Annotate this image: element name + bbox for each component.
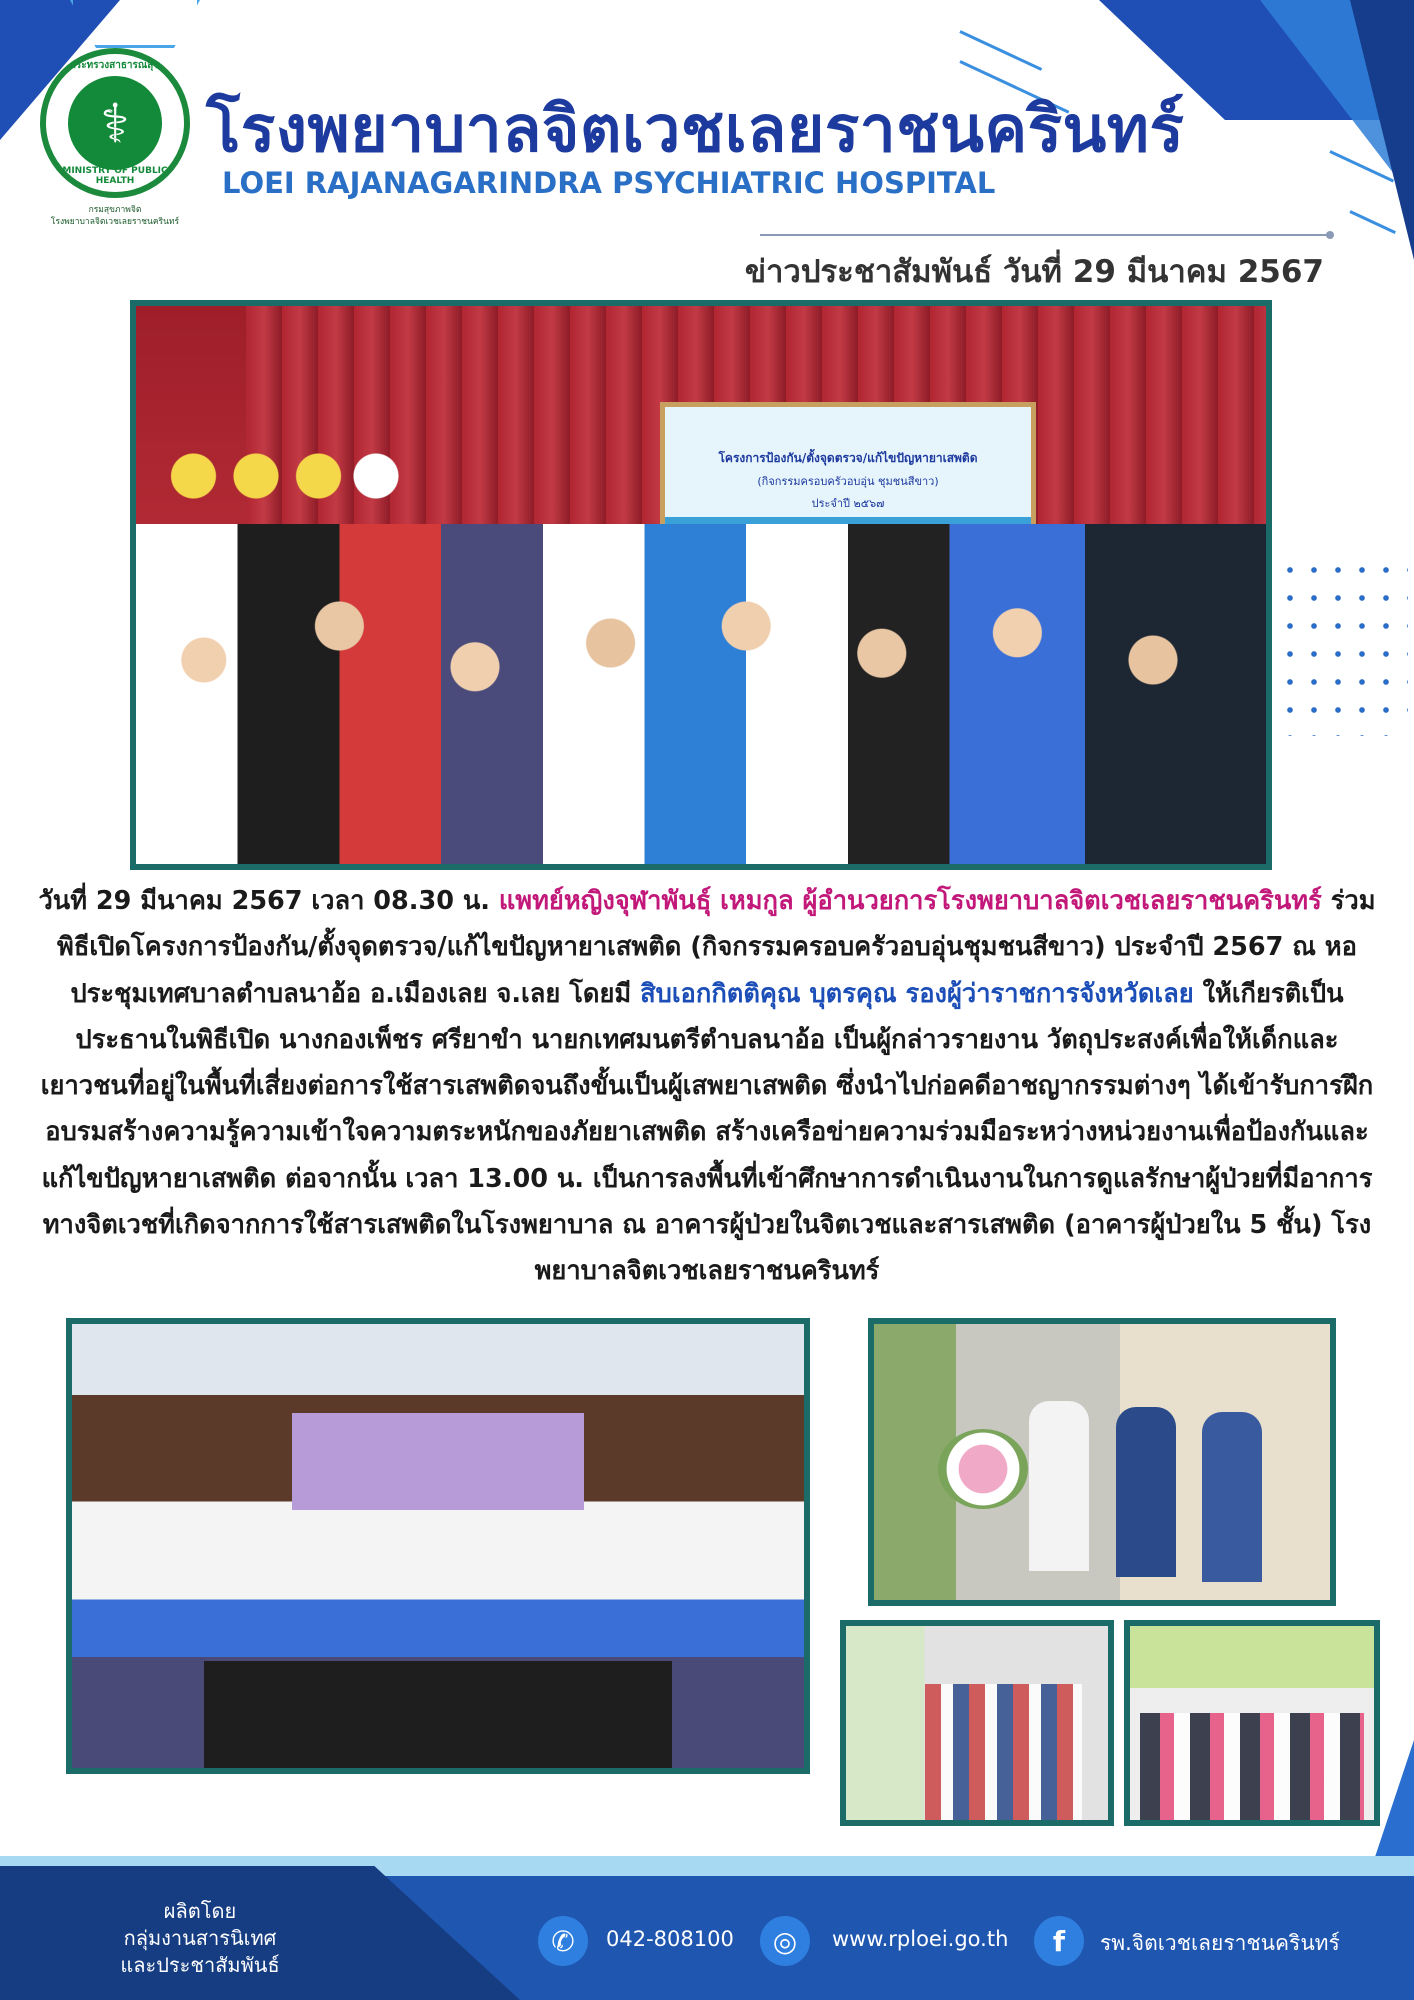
body-text-event: ร่วมพิธีเปิดโครงการป้องกัน/ตั้งจุดตรวจ/แก้ไขปัญหายาเสพติด (กิจกรรมครอบครัวอบอุ่นชุมชนสีขาว) ประจำปี 2567 ณ หอประชุมเทศบาลตำบลนาอ้อ อ.เมืองเลย จ.เลย โดยมี	[57, 886, 1376, 1009]
hospital-title-thai: โรงพยาบาลจิตเวชเลยราชนครินทร์	[206, 93, 1185, 167]
speaker-figure	[1029, 1401, 1089, 1571]
logo-caption-line2: โรงพยาบาลจิตเวชเลยราชนครินทร์	[50, 217, 180, 227]
hospital-visit-photo	[840, 1620, 1114, 1826]
logo-seal	[40, 48, 190, 198]
banner-line3: ประจำปี ๒๕๖๗	[811, 497, 885, 510]
corner-decoration-outline	[70, 0, 200, 48]
banner-line1: โครงการป้องกัน/ตั้งจุดตรวจ/แก้ไขปัญหายาเสพติด	[718, 451, 978, 465]
body-text-details: ให้เกียรติเป็นประธานในพิธีเปิด นางกองเพ็ชร ศรียาขำ นายกเทศมนตรีตำบลนาอ้อ เป็นผู้กล่าวรายงาน วัตถุประสงค์เพื่อให้เด็กและเยาวชนที่อยู่ในพื้นที่เสี่ยงต่อการใช้สารเสพติดจนถึงขั้นเป็นผู้เสพยาเสพติด ซึ่งนำไปก่อคดีอาชญากรรมต่างๆ ได้เข้ารับการฝึกอบรมสร้างความรู้ความเข้าใจความตระหนักของภัยยาเสพติด สร้างเครือข่ายความร่วมมือระหว่างหน่วยงานเพื่อป้องกันและแก้ไขปัญหายาเสพติด ต่อจากนั้น เวลา 13.00 น. เป็นการลงพื้นที่เข้าศึกษาการดำเนินงานในการดูแลรักษาผู้ป่วยที่มีอาการทางจิตเวชที่เกิดจากการใช้สารเสพติดในโรงพยาบาล ณ อาคารผู้ป่วยในจิตเวชและสารเสพติด (อาคารผู้ป่วยใน 5 ชั้น) โรงพยาบาลจิตเวชเลยราชนครินทร์	[40, 978, 1374, 1287]
body-text-chairman: สิบเอกกิตติคุณ บุตรคุณ รองผู้ว่าราชการจังหวัดเลย	[640, 978, 1194, 1009]
logo-ring-top-text: กระทรวงสาธารณสุข	[69, 60, 161, 71]
producer-credit	[90, 1898, 310, 1979]
logo-ring-bottom-text: MINISTRY OF PUBLIC HEALTH	[62, 166, 168, 186]
facebook-icon: f	[1034, 1916, 1084, 1966]
flower-bouquet	[938, 1429, 1028, 1509]
decorative-line	[1349, 210, 1396, 234]
logo-caption	[36, 204, 194, 228]
flower-altar	[156, 436, 406, 516]
speaker-figure	[1116, 1407, 1176, 1577]
meeting-room-group-photo	[66, 1318, 810, 1774]
footer-decoration-wedge	[1374, 1740, 1414, 1860]
producer-line2: กลุ่มงานสารนิเทศ	[123, 1926, 277, 1950]
news-date-heading: ข่าวประชาสัมพันธ์ วันที่ 29 มีนาคม 2567	[744, 254, 1324, 290]
ward-visit-photo	[1124, 1620, 1380, 1826]
logo-caption-line1: กรมสุขภาพจิต	[88, 205, 142, 215]
banner-line2: (กิจกรรมครอบครัวอบอุ่น ชุมชนสีขาว)	[757, 475, 939, 488]
producer-line1: ผลิตโดย	[163, 1899, 237, 1923]
ministry-logo	[36, 48, 194, 232]
globe-icon: ◎	[760, 1916, 810, 1966]
facebook-page-link[interactable]: รพ.จิตเวชเลยราชนครินทร์	[1100, 1931, 1340, 1955]
stage-backdrop	[292, 1413, 585, 1511]
main-event-photo	[130, 300, 1272, 870]
ceremony-speakers-photo	[868, 1318, 1336, 1606]
hospital-title-english: LOEI RAJANAGARINDRA PSYCHIATRIC HOSPITAL	[222, 166, 996, 200]
header-divider	[760, 234, 1332, 236]
phone-number[interactable]: 042-808100	[606, 1927, 734, 1951]
body-text-director: แพทย์หญิงจุฬาพันธุ์ เหมกูล ผู้อำนวยการโรงพยาบาลจิตเวชเลยราชนครินทร์	[498, 886, 1322, 916]
dot-pattern-decoration	[1278, 556, 1408, 736]
phone-icon: ✆	[538, 1916, 588, 1966]
group-of-participants	[136, 524, 1266, 864]
speaker-figure	[1202, 1412, 1262, 1582]
caduceus-icon: ⚕	[68, 76, 162, 170]
news-body-paragraph	[38, 878, 1376, 1295]
website-link[interactable]: www.rploei.go.th	[832, 1927, 1009, 1951]
conference-desk	[204, 1661, 672, 1768]
body-text-date: วันที่ 29 มีนาคม 2567 เวลา 08.30 น.	[38, 886, 499, 916]
visiting-children	[925, 1684, 1082, 1820]
visiting-group	[1140, 1713, 1364, 1820]
producer-line3: และประชาสัมพันธ์	[120, 1953, 280, 1977]
